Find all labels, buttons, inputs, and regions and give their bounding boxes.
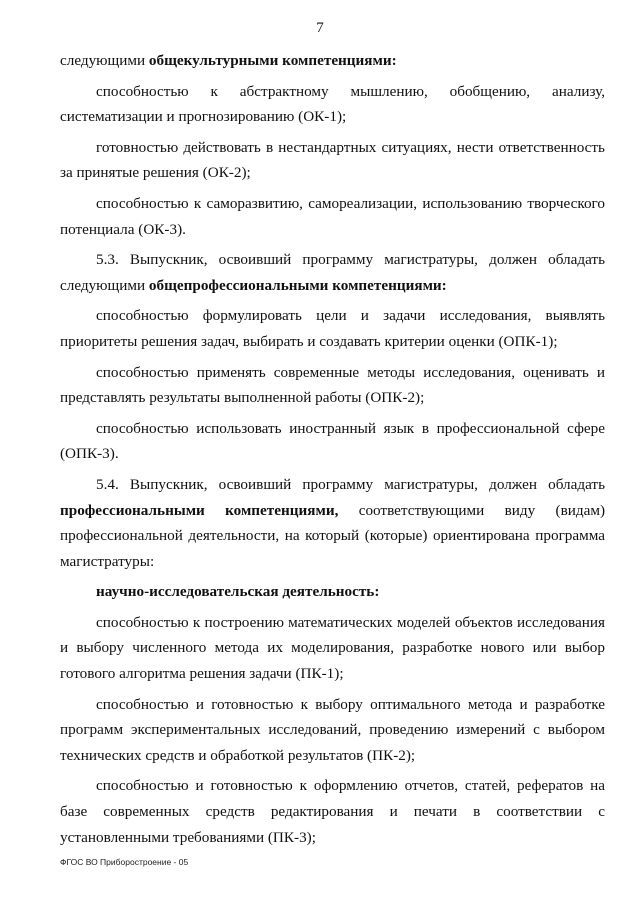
- page-number: 7: [316, 20, 324, 36]
- paragraph-text: способностью и готовностью к оформлению отчетов, статей, рефератов на базе современных средств редактирования и печати в соответствии с установленными требованиями (ПК-3);: [60, 777, 605, 846]
- paragraph: [60, 191, 605, 242]
- paragraph: [60, 579, 605, 605]
- document-body: [60, 48, 605, 855]
- paragraph-text: способностью использовать иностранный язык в профессиональной сфере (ОПК-3).: [60, 419, 605, 463]
- paragraph-text: 5.3. Выпускник, освоивший программу магистратуры, должен обладать следующими: [60, 251, 605, 294]
- paragraph: [60, 692, 605, 769]
- paragraph: [60, 247, 605, 298]
- paragraph: [60, 610, 605, 687]
- bold-text: профессиональными компетенциями,: [60, 501, 339, 519]
- paragraph: [60, 48, 605, 74]
- paragraph: [60, 472, 605, 574]
- bold-text: научно-исследовательская деятельность:: [96, 583, 380, 601]
- paragraph: [60, 360, 605, 411]
- paragraph: [60, 773, 605, 850]
- paragraph-text: 5.4. Выпускник, освоивший программу магистратуры, должен обладать: [96, 475, 605, 493]
- paragraph-text: следующими: [60, 52, 149, 69]
- paragraph-text: способностью и готовностью к выбору оптимального метода и разработке программ экспериментальных исследований, проведению измерений с выбором технических средств и обработкой результатов (ПК-2);: [60, 695, 605, 764]
- paragraph: [60, 135, 605, 186]
- bold-text: общекультурными компетенциями:: [148, 52, 397, 69]
- paragraph-text: соответствующими виду (видам) профессиональной деятельности, на который (которые) ориентирована программа магистратуры:: [60, 501, 606, 570]
- paragraph-text: готовностью действовать в нестандартных ситуациях, нести ответственность за принятые решения (ОК-2);: [60, 138, 605, 182]
- document-footer: ФГОС ВО Приборостроение - 05: [60, 857, 189, 867]
- paragraph-text: способностью к саморазвитию, самореализации, использованию творческого потенциала (ОК-3).: [60, 194, 605, 238]
- bold-text: общепрофессиональными компетенциями:: [148, 276, 447, 294]
- paragraph-text: способностью применять современные методы исследования, оценивать и представлять результаты выполненной работы (ОПК-2);: [60, 363, 605, 407]
- paragraph-text: способностью формулировать цели и задачи исследования, выявлять приоритеты решения задач, выбирать и создавать критерии оценки (ОПК-1);: [60, 307, 605, 350]
- paragraph: [60, 416, 605, 467]
- paragraph-text: способностью к построению математических моделей объектов исследования и выбору численного метода их моделирования, разработке нового или выбор готового алгоритма решения задачи (ПК-1);: [60, 613, 605, 683]
- paragraph: [60, 303, 605, 354]
- paragraph: [60, 79, 605, 130]
- paragraph-text: способностью к абстрактному мышлению, обобщению, анализу, систематизации и прогнозированию (ОК-1);: [60, 82, 605, 126]
